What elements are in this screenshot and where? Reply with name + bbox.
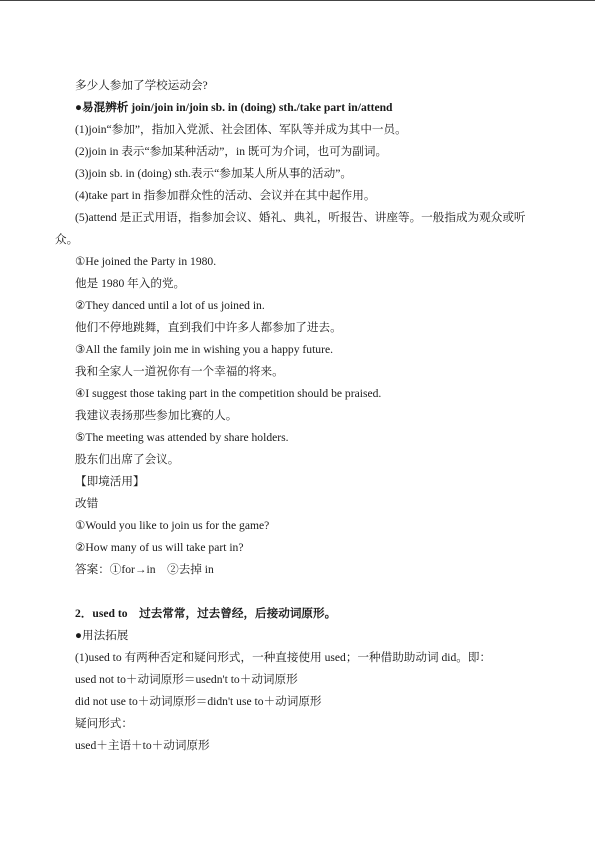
example-5-chinese: 股东们出席了会议。 <box>75 453 180 466</box>
explanation-join-in: (2)join in 表示“参加某种活动”，in 既可为介词，也可为副词。 <box>75 145 388 158</box>
example-sentence-translation: 多少人参加了学校运动会? <box>75 79 208 92</box>
practice-heading: 【即境活用】 <box>75 475 145 488</box>
example-4-english: ④I suggest those taking part in the competition should be praised. <box>75 387 382 400</box>
example-1-chinese: 他是 1980 年入的党。 <box>75 277 186 290</box>
explanation-join-sb-in: (3)join sb. in (doing) sth.表示“参加某人所从事的活动”。 <box>75 167 352 180</box>
explanation-attend: (5)attend 是正式用语，指参加会议、婚礼、典礼，听报告、讲座等。一般指成为观众或听 <box>75 211 526 224</box>
practice-instruction: 改错 <box>75 497 99 510</box>
explanation-join: (1)join“参加”，指加入党派、社会团体、军队等并成为其中一员。 <box>75 123 407 136</box>
negative-form-2: did not use to＋动词原形＝didn't use to＋动词原形 <box>75 695 322 708</box>
example-4-chinese: 我建议表扬那些参加比赛的人。 <box>75 409 238 422</box>
usage-explanation-1: (1)used to 有两种否定和疑问形式，一种直接使用 used；一种借助助动词 did。即： <box>75 651 492 664</box>
question-form-1: used＋主语＋to＋动词原形 <box>75 739 210 752</box>
example-1-english: ①He joined the Party in 1980. <box>75 255 217 268</box>
practice-answer: 答案：①for→in ②去掉 in <box>75 563 214 576</box>
explanation-attend-continued: 众。 <box>55 233 79 246</box>
question-form-label: 疑问形式： <box>75 717 133 730</box>
usage-extension-heading: ●用法拓展 <box>75 629 129 642</box>
practice-item-2: ②How many of us will take part in? <box>75 541 244 554</box>
section-heading-confusable-words: ●易混辨析 join/join in/join sb. in (doing) sth./take part in/attend <box>75 101 393 114</box>
negative-form-1: used not to＋动词原形＝usedn't to＋动词原形 <box>75 673 298 686</box>
explanation-take-part-in: (4)take part in 指参加群众性的活动、会议并在其中起作用。 <box>75 189 376 202</box>
section-heading-used-to: 2．used to 过去常常，过去曾经，后接动词原形。 <box>75 607 337 620</box>
practice-item-1: ①Would you like to join us for the game? <box>75 519 270 532</box>
example-2-chinese: 他们不停地跳舞，直到我们中许多人都参加了进去。 <box>75 321 342 334</box>
example-3-chinese: 我和全家人一道祝你有一个幸福的将来。 <box>75 365 284 378</box>
example-3-english: ③All the family join me in wishing you a happy future. <box>75 343 334 356</box>
example-5-english: ⑤The meeting was attended by share holders. <box>75 431 289 444</box>
example-2-english: ②They danced until a lot of us joined in. <box>75 299 265 312</box>
